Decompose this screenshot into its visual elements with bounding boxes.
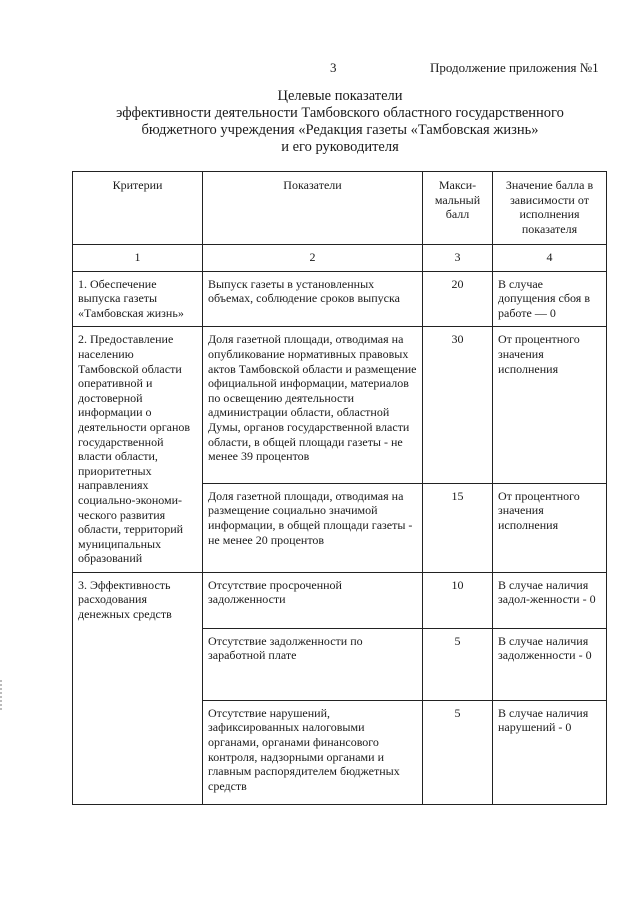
header-indicators: Показатели [203, 172, 423, 245]
indicator-cell: Отсутствие нарушений, зафиксированных налоговыми органами, органами финансового контроля, надзорными органами и главным распорядителем бюджетных средств [203, 700, 423, 804]
scan-artifact [0, 680, 2, 710]
appendix-label: Продолжение приложения №1 [430, 60, 599, 75]
value-cell: В случае наличия задол-женности - 0 [493, 572, 607, 628]
score-cell: 10 [423, 572, 493, 628]
table-row [73, 572, 607, 628]
value-cell: В случае наличия задолженности - 0 [493, 628, 607, 700]
score-cell: 15 [423, 483, 493, 572]
column-number: 4 [493, 245, 607, 272]
table-row [73, 271, 607, 327]
score-cell: 5 [423, 700, 493, 804]
column-number-row [73, 245, 607, 272]
criterion-cell: 3. Эффективность расходования денежных средств [73, 572, 203, 804]
page-number: 3 [330, 60, 337, 75]
value-cell: В случае допущения сбоя в работе — 0 [493, 271, 607, 327]
title-line: Целевые показатели [277, 88, 403, 104]
indicators-table [72, 171, 607, 805]
table-row [73, 327, 607, 483]
title-line: и его руководителя [281, 139, 399, 155]
title-line: эффективности деятельности Тамбовского областного государственного [116, 105, 564, 121]
value-cell: От процентного значения исполнения [493, 483, 607, 572]
criterion-cell: 2. Предоставление населению Тамбовской области оперативной и достоверной информации о деятельности органов государственной власти области, приоритетных направлениях социально-экономи-ческого развития области, территорий муниципальных образований [73, 327, 203, 573]
header-max-score: Макси-мальный балл [423, 172, 493, 245]
indicator-cell: Отсутствие просроченной задолженности [203, 572, 423, 628]
document-title [60, 88, 620, 156]
value-cell: От процентного значения исполнения [493, 327, 607, 483]
column-number: 3 [423, 245, 493, 272]
header-criteria: Критерии [73, 172, 203, 245]
indicator-cell: Доля газетной площади, отводимая на опубликование нормативных правовых актов Тамбовской области и размещение официальной информации, материалов по освещению деятельности администрации области, областной Думы, органов государственной власти области, в общей площади газеты - не менее 39 процентов [203, 327, 423, 483]
indicator-cell: Выпуск газеты в установленных объемах, соблюдение сроков выпуска [203, 271, 423, 327]
score-cell: 20 [423, 271, 493, 327]
criterion-cell: 1. Обеспечение выпуска газеты «Тамбовская жизнь» [73, 271, 203, 327]
value-cell: В случае наличия нарушений - 0 [493, 700, 607, 804]
column-number: 1 [73, 245, 203, 272]
column-number: 2 [203, 245, 423, 272]
table-header-row [73, 172, 607, 245]
indicator-cell: Доля газетной площади, отводимая на размещение социально значимой информации, в общей площади газеты - не менее 20 процентов [203, 483, 423, 572]
score-cell: 30 [423, 327, 493, 483]
header-value: Значение балла в зависимости от исполнения показателя [493, 172, 607, 245]
title-line: бюджетного учреждения «Редакция газеты «Тамбовская жизнь» [141, 122, 539, 138]
indicator-cell: Отсутствие задолженности по заработной плате [203, 628, 423, 700]
score-cell: 5 [423, 628, 493, 700]
